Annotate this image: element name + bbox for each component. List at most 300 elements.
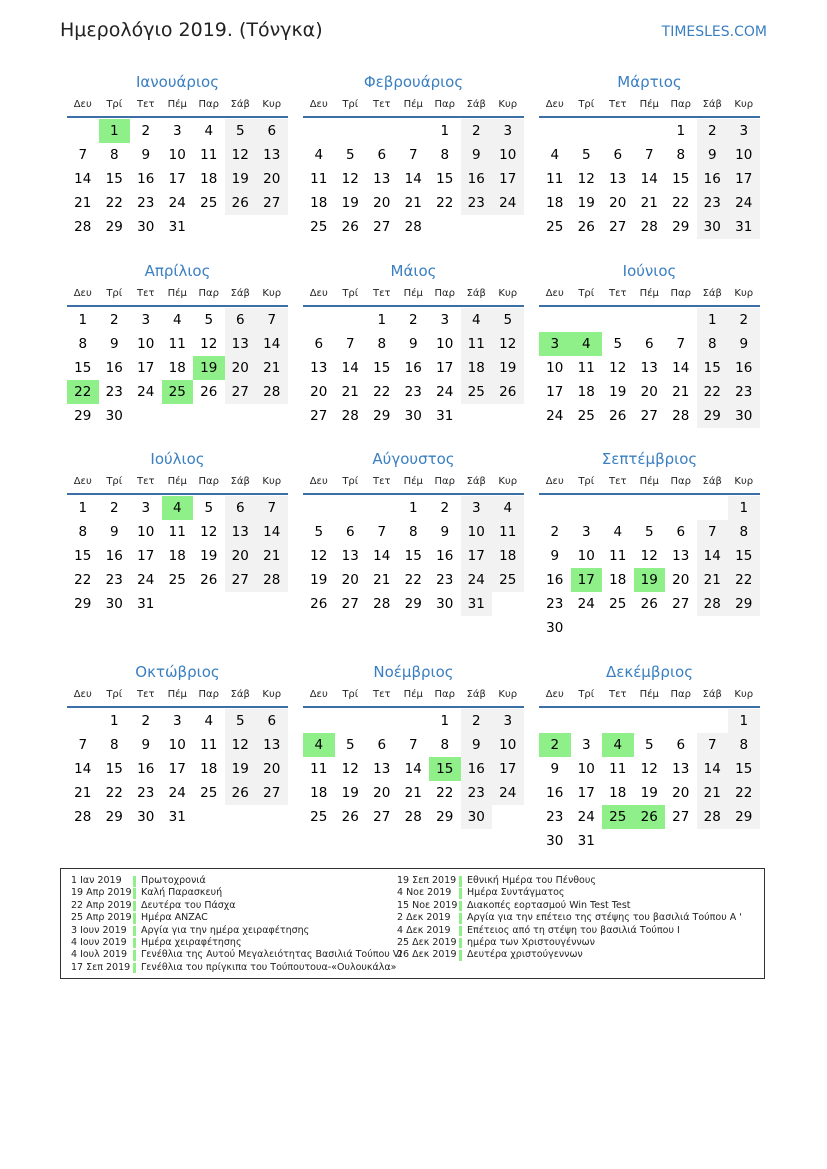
weekday-label: Παρ <box>670 99 691 110</box>
day-cell: 16 <box>546 785 564 801</box>
site-link[interactable]: TIMESLES.COM <box>661 24 767 40</box>
day-cell: 6 <box>613 147 623 163</box>
day-grid <box>303 709 524 829</box>
day-cell: 10 <box>577 548 595 564</box>
day-cell: 18 <box>492 544 524 568</box>
page-title: Ημερολόγιο 2019. (Τόνγκα) <box>60 19 323 41</box>
day-cell: 26 <box>640 596 658 612</box>
month-calendar <box>303 448 524 616</box>
day-cell: 6 <box>225 308 257 332</box>
day-cell: 28 <box>373 596 391 612</box>
empty-cell <box>697 709 729 733</box>
weekday-label: Δευ <box>545 476 564 487</box>
day-cell: 31 <box>436 408 454 424</box>
day-cell: 30 <box>728 404 760 428</box>
weekday-label: Κυρ <box>498 689 518 700</box>
day-cell: 28 <box>74 219 92 235</box>
holiday-name: Ημέρα Συντάγματος <box>467 887 565 899</box>
day-cell: 30 <box>105 408 123 424</box>
empty-cell <box>398 119 430 143</box>
weekday-label: Τρί <box>106 476 123 487</box>
weekday-label: Σάβ <box>466 99 486 110</box>
day-cell: 4 <box>492 496 524 520</box>
day-cell: 2 <box>141 123 151 139</box>
day-cell: 7 <box>644 147 654 163</box>
holiday-date: 15 Νοε 2019 <box>397 899 458 911</box>
day-cell: 14 <box>341 360 359 376</box>
day-cell: 15 <box>728 544 760 568</box>
day-cell: 13 <box>225 520 257 544</box>
holiday-name: Αργία για την επέτειο της στέψης του βασιλιά Τούπου Α ' <box>467 912 742 924</box>
month-calendar <box>539 71 760 239</box>
empty-cell <box>539 308 571 332</box>
day-cell: 1 <box>440 123 450 139</box>
weekday-label: Σάβ <box>466 689 486 700</box>
holiday-name: Ημέρα ANZAC <box>141 912 208 924</box>
day-cell: 4 <box>550 147 560 163</box>
empty-cell <box>634 119 666 143</box>
day-cell: 19 <box>341 195 359 211</box>
day-grid <box>303 308 524 428</box>
day-cell: 17 <box>728 167 760 191</box>
weekday-label: Παρ <box>434 99 455 110</box>
weekday-label: Τετ <box>372 476 391 487</box>
day-cell: 2 <box>109 500 119 516</box>
day-cell: 17 <box>137 548 155 564</box>
day-cell: 18 <box>200 171 218 187</box>
empty-cell <box>665 308 697 332</box>
day-cell: 16 <box>105 548 123 564</box>
weekday-header <box>303 684 524 708</box>
holiday-date: 4 Νοε 2019 <box>397 887 452 899</box>
day-grid <box>303 119 524 239</box>
empty-cell <box>335 709 367 733</box>
day-cell: 13 <box>672 761 690 777</box>
holiday-name: Εθνική Ημέρα του Πένθους <box>467 875 596 886</box>
day-cell: 6 <box>644 336 654 352</box>
weekday-label: Σάβ <box>230 476 250 487</box>
day-cell: 13 <box>225 332 257 356</box>
day-cell: 10 <box>168 737 186 753</box>
empty-cell <box>602 709 634 733</box>
day-cell: 3 <box>461 496 493 520</box>
day-cell: 16 <box>728 356 760 380</box>
day-cell: 23 <box>137 785 155 801</box>
holiday-name: Δευτέρα του Πάσχα <box>141 899 236 911</box>
day-cell: 2 <box>461 709 493 733</box>
day-cell: 28 <box>697 805 729 829</box>
day-cell: 31 <box>728 215 760 239</box>
day-cell: 11 <box>492 520 524 544</box>
day-cell: 24 <box>492 191 524 215</box>
day-cell: 24 <box>492 781 524 805</box>
day-cell: 5 <box>613 336 623 352</box>
day-cell: 20 <box>225 356 257 380</box>
weekday-header <box>67 684 288 708</box>
holiday-date: 26 Δεκ 2019 <box>397 949 457 961</box>
day-cell: 6 <box>256 119 288 143</box>
empty-cell <box>571 709 603 733</box>
day-cell: 29 <box>105 809 123 825</box>
day-cell: 21 <box>640 195 658 211</box>
weekday-header <box>67 283 288 307</box>
day-cell: 5 <box>345 147 355 163</box>
month-calendar <box>67 260 288 428</box>
weekday-label: Πέμ <box>639 476 659 487</box>
day-cell: 18 <box>461 356 493 380</box>
day-cell: 17 <box>168 171 186 187</box>
day-cell: 24 <box>436 384 454 400</box>
weekday-label: Τετ <box>372 689 391 700</box>
weekday-label: Παρ <box>434 689 455 700</box>
day-cell: 28 <box>404 219 422 235</box>
weekday-label: Δευ <box>73 288 92 299</box>
day-cell: 26 <box>225 781 257 805</box>
day-cell: 29 <box>697 404 729 428</box>
weekday-label: Κυρ <box>262 99 282 110</box>
weekday-label: Κυρ <box>262 476 282 487</box>
day-cell: 2 <box>408 312 418 328</box>
day-cell: 28 <box>697 592 729 616</box>
holiday-name: ημέρα των Χριστουγέννων <box>467 936 595 948</box>
weekday-label: Σάβ <box>466 476 486 487</box>
empty-cell <box>665 496 697 520</box>
weekday-label: Τρί <box>578 689 595 700</box>
holiday-date: 3 Ιουν 2019 <box>71 924 127 936</box>
day-cell: 26 <box>577 219 595 235</box>
weekday-label: Δευ <box>309 99 328 110</box>
day-cell: 14 <box>373 548 391 564</box>
day-cell: 26 <box>341 809 359 825</box>
day-cell: 13 <box>256 733 288 757</box>
weekday-header <box>303 283 524 307</box>
day-cell: 19 <box>577 195 595 211</box>
day-cell: 17 <box>461 544 493 568</box>
day-cell: 15 <box>728 757 760 781</box>
month-calendar <box>303 661 524 829</box>
day-cell: 22 <box>697 380 729 404</box>
day-cell: 4 <box>204 713 214 729</box>
day-cell: 16 <box>404 360 422 376</box>
empty-cell <box>571 496 603 520</box>
empty-cell <box>335 308 367 332</box>
holiday-date: 17 Σεπ 2019 <box>71 961 131 973</box>
weekday-header <box>539 283 760 307</box>
weekday-label: Τρί <box>106 288 123 299</box>
day-cell: 16 <box>546 572 564 588</box>
day-cell: 23 <box>461 191 493 215</box>
day-cell: 3 <box>581 737 591 753</box>
day-cell: 30 <box>137 809 155 825</box>
day-cell: 8 <box>109 147 119 163</box>
day-cell: 2 <box>440 500 450 516</box>
day-cell: 25 <box>168 572 186 588</box>
weekday-label: Πέμ <box>639 689 659 700</box>
day-cell: 15 <box>105 761 123 777</box>
day-cell: 9 <box>109 524 119 540</box>
day-cell: 3 <box>172 123 182 139</box>
day-cell: 14 <box>672 360 690 376</box>
day-cell: 14 <box>640 171 658 187</box>
weekday-label: Πέμ <box>403 99 423 110</box>
day-cell: 16 <box>461 167 493 191</box>
day-grid <box>67 496 288 616</box>
day-cell: 20 <box>256 167 288 191</box>
day-cell: 25 <box>200 785 218 801</box>
day-cell: 9 <box>550 761 560 777</box>
weekday-label: Πέμ <box>167 476 187 487</box>
holiday-name: Δευτέρα χριστούγεννων <box>467 949 583 961</box>
day-cell: 26 <box>634 805 666 829</box>
day-cell: 6 <box>256 709 288 733</box>
day-cell: 21 <box>74 195 92 211</box>
day-cell: 21 <box>74 785 92 801</box>
weekday-label: Τετ <box>136 476 155 487</box>
day-cell: 5 <box>225 709 257 733</box>
weekday-label: Πέμ <box>403 288 423 299</box>
day-cell: 25 <box>602 805 634 829</box>
day-cell: 25 <box>577 408 595 424</box>
day-cell: 4 <box>602 733 634 757</box>
day-cell: 21 <box>404 195 422 211</box>
day-cell: 17 <box>577 785 595 801</box>
day-cell: 24 <box>137 384 155 400</box>
day-cell: 24 <box>577 809 595 825</box>
holiday-name: Γενέθλια του πρίγκιπα του Τούπουτουα-«Ουλουκάλα» <box>141 961 397 973</box>
weekday-label: Τρί <box>106 689 123 700</box>
day-cell: 1 <box>697 308 729 332</box>
holiday-name: Διακοπές εορτασμού Win Test Test <box>467 899 631 911</box>
day-cell: 24 <box>168 195 186 211</box>
day-cell: 20 <box>256 757 288 781</box>
holiday-date: 22 Απρ 2019 <box>71 899 132 911</box>
day-cell: 16 <box>436 548 454 564</box>
month-name: Δεκέμβριος <box>605 663 693 681</box>
day-cell: 28 <box>256 380 288 404</box>
day-cell: 20 <box>310 384 328 400</box>
month-calendar <box>539 661 760 853</box>
day-cell: 18 <box>200 761 218 777</box>
day-cell: 25 <box>546 219 564 235</box>
day-cell: 27 <box>672 596 690 612</box>
day-cell: 4 <box>613 524 623 540</box>
day-cell: 28 <box>404 809 422 825</box>
day-cell: 2 <box>461 119 493 143</box>
weekday-label: Σάβ <box>702 689 722 700</box>
weekday-label: Παρ <box>434 476 455 487</box>
day-cell: 31 <box>168 219 186 235</box>
day-cell: 13 <box>609 171 627 187</box>
day-cell: 22 <box>105 195 123 211</box>
day-cell: 22 <box>404 572 422 588</box>
day-cell: 14 <box>256 520 288 544</box>
day-cell: 26 <box>225 191 257 215</box>
day-cell: 27 <box>256 191 288 215</box>
month-name: Νοέμβριος <box>373 663 454 681</box>
day-cell: 12 <box>640 761 658 777</box>
weekday-label: Παρ <box>670 288 691 299</box>
month-name: Ιούνιος <box>622 262 677 280</box>
day-cell: 9 <box>141 147 151 163</box>
day-cell: 7 <box>408 737 418 753</box>
day-cell: 1 <box>676 123 686 139</box>
day-cell: 5 <box>225 119 257 143</box>
day-cell: 31 <box>168 809 186 825</box>
day-cell: 22 <box>74 572 92 588</box>
day-grid <box>539 119 760 239</box>
day-cell: 30 <box>546 620 564 636</box>
day-cell: 27 <box>310 408 328 424</box>
day-cell: 12 <box>577 171 595 187</box>
day-cell: 22 <box>105 785 123 801</box>
day-cell: 19 <box>193 356 225 380</box>
day-cell: 13 <box>373 761 391 777</box>
day-cell: 7 <box>78 147 88 163</box>
day-cell: 31 <box>461 592 493 616</box>
day-cell: 18 <box>546 195 564 211</box>
holiday-date: 2 Δεκ 2019 <box>397 912 451 924</box>
day-cell: 12 <box>492 332 524 356</box>
holiday-list <box>60 868 765 979</box>
day-cell: 23 <box>728 380 760 404</box>
day-cell: 18 <box>310 785 328 801</box>
empty-cell <box>335 496 367 520</box>
weekday-label: Τετ <box>608 288 627 299</box>
day-cell: 11 <box>310 761 328 777</box>
day-cell: 4 <box>314 147 324 163</box>
empty-cell <box>634 496 666 520</box>
holiday-marker <box>459 901 462 912</box>
empty-cell <box>539 709 571 733</box>
weekday-label: Τρί <box>578 476 595 487</box>
holiday-date: 4 Ιουν 2019 <box>71 936 127 948</box>
day-grid <box>67 119 288 239</box>
day-cell: 7 <box>256 496 288 520</box>
weekday-header <box>539 471 760 495</box>
day-cell: 11 <box>168 336 186 352</box>
day-cell: 26 <box>341 219 359 235</box>
day-cell: 3 <box>492 119 524 143</box>
day-cell: 29 <box>373 408 391 424</box>
holiday-name: Πρωτοχρονιά <box>141 875 206 886</box>
day-cell: 12 <box>200 524 218 540</box>
day-cell: 21 <box>256 356 288 380</box>
day-cell: 1 <box>728 496 760 520</box>
day-cell: 9 <box>141 737 151 753</box>
empty-cell <box>366 119 398 143</box>
day-cell: 28 <box>640 219 658 235</box>
day-cell: 29 <box>74 596 92 612</box>
day-grid <box>303 496 524 616</box>
day-cell: 8 <box>676 147 686 163</box>
empty-cell <box>602 308 634 332</box>
weekday-label: Κυρ <box>734 476 754 487</box>
day-cell: 1 <box>78 312 88 328</box>
day-cell: 23 <box>404 384 422 400</box>
day-cell: 3 <box>581 524 591 540</box>
day-cell: 13 <box>640 360 658 376</box>
day-cell: 27 <box>225 380 257 404</box>
day-cell: 26 <box>492 380 524 404</box>
day-cell: 9 <box>109 336 119 352</box>
day-cell: 4 <box>204 123 214 139</box>
day-cell: 15 <box>672 171 690 187</box>
holiday-name: Αργία για την ημέρα χειραφέτησης <box>141 924 310 936</box>
holiday-date: 19 Σεπ 2019 <box>397 875 457 886</box>
day-cell: 4 <box>162 496 194 520</box>
day-cell: 6 <box>676 737 686 753</box>
weekday-label: Πέμ <box>167 689 187 700</box>
empty-cell <box>366 709 398 733</box>
weekday-label: Τρί <box>342 99 359 110</box>
day-cell: 11 <box>200 737 218 753</box>
weekday-label: Κυρ <box>498 288 518 299</box>
weekday-header <box>67 471 288 495</box>
day-cell: 20 <box>672 785 690 801</box>
holiday-marker <box>133 888 136 899</box>
day-cell: 26 <box>609 408 627 424</box>
weekday-label: Παρ <box>434 288 455 299</box>
empty-cell <box>571 308 603 332</box>
day-cell: 5 <box>644 737 654 753</box>
day-cell: 7 <box>256 308 288 332</box>
day-cell: 8 <box>78 336 88 352</box>
month-name: Σεπτέμβριος <box>601 450 698 468</box>
day-cell: 25 <box>461 380 493 404</box>
day-cell: 20 <box>373 195 391 211</box>
day-cell: 21 <box>672 384 690 400</box>
empty-cell <box>539 496 571 520</box>
day-cell: 25 <box>310 219 328 235</box>
day-cell: 27 <box>609 219 627 235</box>
day-cell: 6 <box>377 147 387 163</box>
empty-cell <box>67 709 99 733</box>
weekday-header <box>67 94 288 118</box>
day-cell: 26 <box>310 596 328 612</box>
empty-cell <box>602 496 634 520</box>
day-cell: 22 <box>728 568 760 592</box>
day-cell: 20 <box>609 195 627 211</box>
day-cell: 1 <box>440 713 450 729</box>
day-grid <box>539 496 760 640</box>
day-cell: 24 <box>137 572 155 588</box>
day-cell: 5 <box>204 312 214 328</box>
day-cell: 23 <box>546 809 564 825</box>
weekday-header <box>303 471 524 495</box>
day-cell: 12 <box>640 548 658 564</box>
month-name: Φεβρουάριος <box>363 73 464 91</box>
day-cell: 9 <box>697 143 729 167</box>
day-cell: 22 <box>373 384 391 400</box>
day-cell: 20 <box>225 544 257 568</box>
day-cell: 10 <box>492 733 524 757</box>
day-cell: 19 <box>200 548 218 564</box>
day-cell: 3 <box>440 312 450 328</box>
empty-cell <box>335 119 367 143</box>
day-cell: 12 <box>225 733 257 757</box>
day-cell: 24 <box>546 408 564 424</box>
day-cell: 21 <box>697 568 729 592</box>
weekday-label: Τρί <box>578 99 595 110</box>
day-cell: 23 <box>105 384 123 400</box>
month-name: Ιανουάριος <box>135 73 219 91</box>
empty-cell <box>602 119 634 143</box>
day-cell: 16 <box>137 761 155 777</box>
day-cell: 10 <box>137 524 155 540</box>
weekday-label: Σάβ <box>230 99 250 110</box>
weekday-label: Πέμ <box>403 689 423 700</box>
weekday-label: Κυρ <box>498 99 518 110</box>
